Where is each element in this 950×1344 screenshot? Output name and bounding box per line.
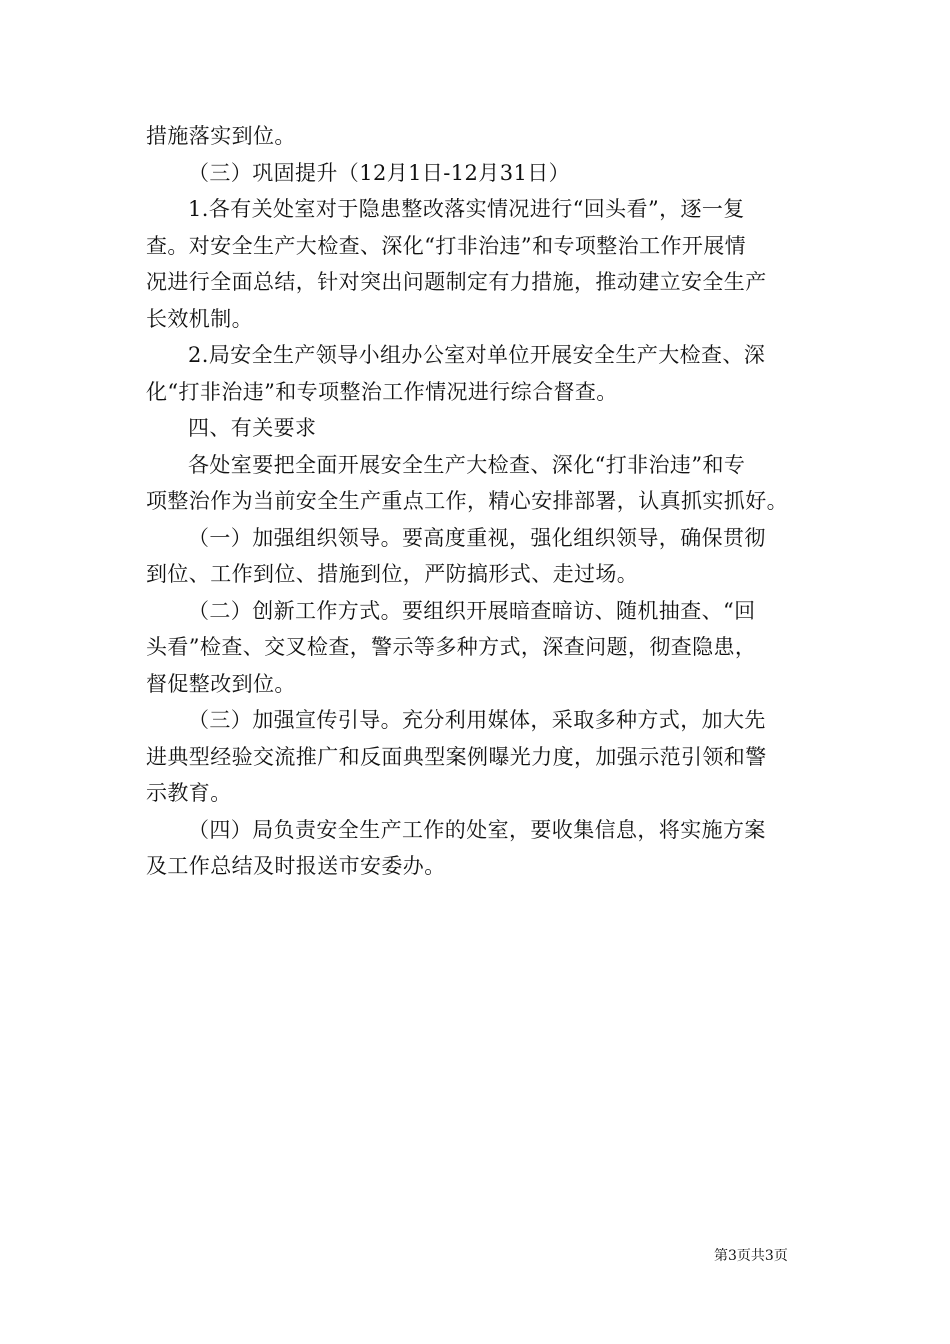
- text-line: 2.局安全生产领导小组办公室对单位开展安全生产大检查、深: [188, 343, 766, 367]
- text-line: （一）加强组织领导。要高度重视，强化组织领导，确保贯彻: [188, 525, 766, 550]
- text-line: 四、有关要求: [188, 416, 317, 440]
- paragraph: [146, 593, 810, 703]
- paragraph: [146, 812, 810, 885]
- text-line: 督促整改到位。: [146, 671, 296, 696]
- document-body: [146, 118, 810, 885]
- text-line: （四）局负责安全生产工作的处室，要收集信息，将实施方案: [188, 817, 766, 842]
- text-line: （二）创新工作方式。要组织开展暗查暗访、随机抽查、“回: [188, 598, 756, 623]
- paragraph: [146, 520, 810, 593]
- text-line: 化“打非治违”和专项整治工作情况进行综合督查。: [146, 379, 618, 404]
- text-line: 及工作总结及时报送市安委办。: [146, 854, 446, 878]
- text-line: 长效机制。: [146, 306, 253, 331]
- text-line: 进典型经验交流推广和反面典型案例曝光力度，加强示范引领和警: [146, 744, 767, 769]
- text-line: 示教育。: [146, 781, 232, 805]
- paragraph: [146, 337, 810, 410]
- text-line: 各处室要把全面开展安全生产大检查、深化“打非治违”和专: [188, 452, 746, 477]
- text-line: 项整治作为当前安全生产重点工作，精心安排部署，认真抓实抓好。: [146, 489, 788, 513]
- text-line: 头看”检查、交叉检查，警示等多种方式，深查问题，彻查隐患，: [146, 635, 757, 659]
- paragraph: [146, 410, 810, 447]
- paragraph: [146, 447, 810, 520]
- text-line: 查。对安全生产大检查、深化“打非治违”和专项整治工作开展情: [146, 233, 747, 258]
- text-line: 1.各有关处室对于隐患整改落实情况进行“回头看”，逐一复: [188, 197, 745, 221]
- paragraph: [146, 155, 810, 192]
- page-number: 第3页共3页: [714, 1248, 788, 1264]
- text-line: 况进行全面总结，针对突出问题制定有力措施，推动建立安全生产: [146, 270, 767, 294]
- text-line: 措施落实到位。: [146, 124, 296, 148]
- paragraph: [146, 118, 810, 155]
- text-line: （三）加强宣传引导。充分利用媒体，采取多种方式，加大先: [188, 708, 766, 732]
- paragraph: [146, 702, 810, 812]
- paragraph: [146, 191, 810, 337]
- text-line: （三）巩固提升（12月1日-12月31日）: [188, 160, 571, 185]
- text-line: 到位、工作到位、措施到位，严防搞形式、走过场。: [146, 562, 639, 586]
